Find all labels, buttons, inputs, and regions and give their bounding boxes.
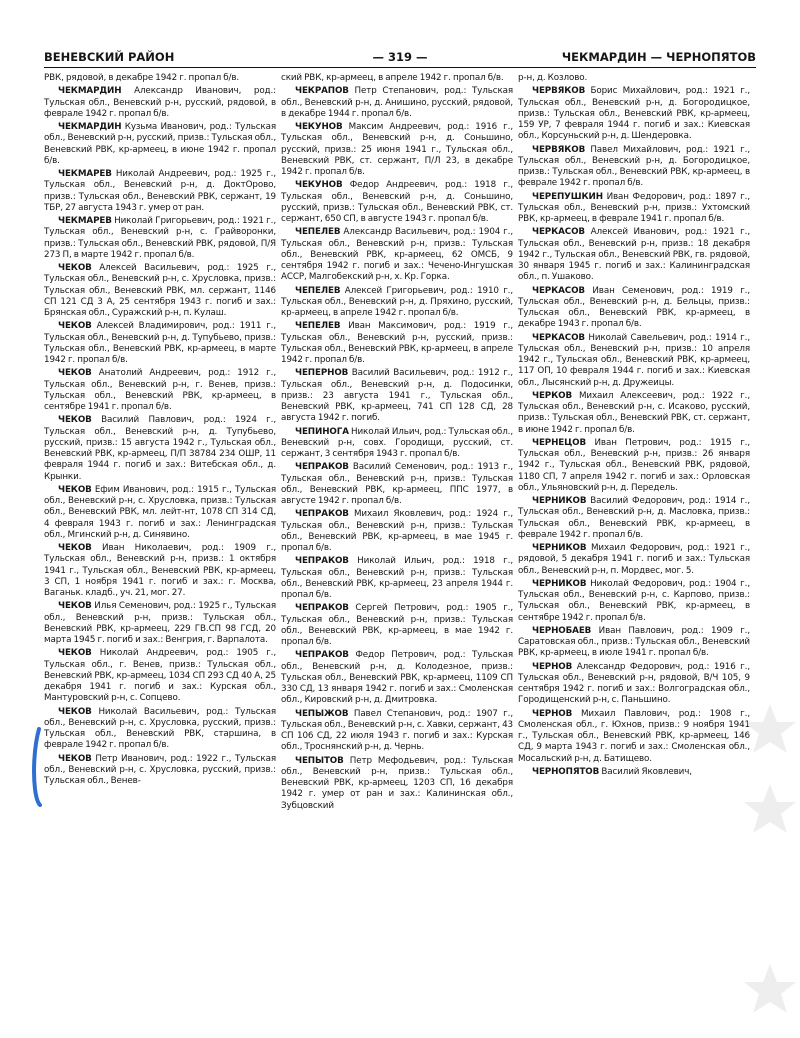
- surname: ЧЕРКОВ: [532, 390, 573, 401]
- entry-details: Иван Максимович, род.: 1919 г., Тульская обл., Веневский р-н, русский, призв.: Тульская обл., Веневский РВК, кр-армеец, в апреле 1942 г. пропал б/в.: [281, 321, 513, 365]
- entry-details: Николай Андреевич, род.: 1925 г., Тульская обл., Веневский р-н, д. ДоктОрово, призв.: Тульская обл., Веневский РВК, сержант, 19 ТБР, 27 августа 1943 г. умер от ран.: [44, 169, 276, 213]
- entry-details: Иван Семенович, род.: 1919 г., Тульская обл., Веневский р-н, д. Бельцы, призв.: Тульская обл., Веневский РВК, кр-армеец, в декабре 1943 г. пропал б/в.: [518, 285, 750, 330]
- surname: ЧЕПЕЛЕВ: [295, 227, 341, 238]
- register-entry: [281, 286, 513, 320]
- register-entry: [281, 650, 513, 706]
- register-entry: [281, 73, 513, 84]
- entry-details: Василий Семенович, род.: 1913 г., Тульская обл., Веневский р-н, призв.: Тульская обл., Веневский РВК, кр-армеец, ППС 1977, в августе 1942 г. пропал б/в.: [281, 462, 513, 506]
- register-entry: [281, 227, 513, 283]
- entry-details: Сергей Петрович, род.: 1905 г., Тульская обл., Веневский р-н, призв.: Тульская обл., Веневский РВК, кр-армеец, в мае 1942 г. пропал б/в.: [281, 603, 513, 647]
- name-range: ЧЕКМАРДИН — ЧЕРНОПЯТОВ: [561, 50, 756, 64]
- entry-details: Петр Иванович, род.: 1922 г., Тульская обл., Веневский р-н, с. Хрусловка, русский, призв.: Тульская обл., Венев-: [44, 753, 276, 786]
- register-entry: [44, 122, 276, 167]
- entry-details: Николай Васильевич, род.: Тульская обл., Веневский р-н, с. Хрусловка, русский, призв.: Тульская обл., Веневский РВК, старшина, в феврале 1942 г. пропал б/в.: [44, 706, 276, 751]
- register-entry: [518, 626, 750, 660]
- watermark-star: [740, 700, 800, 760]
- entry-details: Иван Петрович, род.: 1915 г., Тульская обл., Веневский р-н, призв.: 26 января 1942 г., Тульская обл., Веневский РВК, рядовой, 1180 СП, 7 апреля 1942 г. погиб и зах.: Орловская обл., Ульяновский р-н, д. Передель.: [518, 437, 750, 493]
- surname: ЧЕРНЕЦОВ: [532, 437, 587, 448]
- surname: ЧЕРНОПЯТОВ: [532, 766, 600, 777]
- surname: ЧЕКРАПОВ: [295, 86, 349, 97]
- watermark-star: [740, 960, 800, 1020]
- entry-details: Петр Мефодьевич, род.: Тульская обл., Веневский р-н, призв.: Тульская обл., Веневский РВК, кр-армеец, 1203 СП, 16 декабря 1942 г. умер от ран и зах.: Калининская обл., Зубцовский: [281, 755, 513, 811]
- page-header: [44, 50, 756, 68]
- register-entry: [518, 662, 750, 707]
- register-entry: [44, 415, 276, 483]
- surname: ЧЕПЫТОВ: [295, 755, 344, 766]
- surname: ЧЕПРАКОВ: [295, 556, 349, 567]
- register-entry: [44, 216, 276, 261]
- entry-details: Николай Андреевич, род.: 1905 г., Тульская обл., г. Венев, призв.: Тульская обл., Веневский РВК, кр-армеец, 1034 СП 293 СД 40 А, 25 декабря 1941 г. погиб и зах.: Курская обл., Мантуровский р-н, с. Сопцево.: [44, 648, 276, 704]
- entry-details: Михаил Яковлевич, род.: 1924 г., Тульская обл., Веневский р-н, призв.: Тульская обл., Веневский РВК, кр-армеец, в мае 1945 г. пропал б/в.: [281, 509, 513, 553]
- entry-details: Михаил Павлович, род.: 1908 г., Смоленская обл., г. Юхнов, призв.: 9 ноября 1941 г., Тульская обл., Веневский РВК, кр-армеец, 146 СД, 9 марта 1943 г. погиб и зах.: Смоленская обл., Мосальский р-н, д. Батищево.: [518, 708, 750, 764]
- entry-details: Алексей Владимирович, род.: 1911 г., Тульская обл., Веневский р-н, д. Тупубьево, призв.: Тульская обл., Веневский РВК, кр-армеец, в марте 1942 г. пропал б/в.: [44, 321, 276, 365]
- surname: ЧЕРНИКОВ: [532, 543, 587, 553]
- entry-details: Алексей Григорьевич, род.: 1910 г., Тульская обл., Веневский р-н, д. Пряхино, русский, кр-армеец, в апреле 1942 г. пропал б/в.: [281, 285, 513, 318]
- surname: ЧЕКОВ: [58, 648, 92, 659]
- entry-details: Александр Федорович, род.: 1916 г., Тульская обл., Веневский р-н, рядовой, В/Ч 105, 9 сентября 1942 г. погиб и зах.: Волгоградская обл., Городищенский р-н, с. Паньшино.: [518, 661, 750, 706]
- surname: ЧЕКОВ: [58, 415, 92, 426]
- register-entry: [281, 122, 513, 178]
- register-entry: [518, 579, 750, 624]
- surname: ЧЕКОВ: [58, 543, 92, 553]
- entry-details: Ефим Иванович, род.: 1915 г., Тульская обл., Веневский р-н, с. Хрусловка, призв.: Тульская обл., Веневский РВК, мл. лейт-нт, 1078 СП 314 СД, 4 февраля 1943 г. погиб и зах.: Ленинградская обл., Мгинский р-н, д. Синявино.: [44, 484, 276, 540]
- entry-details: Николай Григорьевич, род.: 1921 г., Тульская обл., Веневский р-н, с. Грайворонки, призв.: Тульская обл., Веневский РВК, рядовой, П/Я 273 П, в марте 1942 г. пропал б/в.: [44, 216, 276, 260]
- surname: ЧЕРНОВ: [532, 661, 573, 672]
- register-entry: [44, 648, 276, 704]
- register-entry: [44, 263, 276, 319]
- surname: ЧЕКОВ: [58, 706, 92, 717]
- surname: ЧЕРВЯКОВ: [532, 86, 586, 97]
- surname: ЧЕРНОВ: [532, 708, 573, 719]
- entry-details: Василий Федорович, род.: 1914 г., Тульская обл., Веневский р-н, д. Масловка, призв.: Тульская обл., Веневский РВК, кр-армеец, в феврале 1942 г. пропал б/в.: [518, 496, 750, 540]
- register-entry: [44, 601, 276, 646]
- text-columns: [44, 73, 756, 1031]
- entry-details: Павел Степанович, род.: 1907 г., Тульская обл., Веневский р-н, с. Хавки, сержант, 43 СП 106 СД, 22 июля 1943 г. погиб и зах.: Курская обл., Троснянский р-н, д. Чернь.: [281, 708, 513, 753]
- region-title: ВЕНЕВСКИЙ РАЙОН: [44, 50, 175, 64]
- register-entry: [281, 321, 513, 366]
- register-entry: [518, 438, 750, 494]
- register-entry: [44, 543, 276, 599]
- entry-details: Николай Федорович, род.: 1904 г., Тульская обл., Веневский р-н, с. Карпово, призв.: Тульская обл., Веневский РВК, кр-армеец, в сентябре 1942 г. пропал б/в.: [518, 578, 750, 623]
- register-entry: [518, 286, 750, 331]
- entry-details: Василий Павлович, род.: 1924 г., Тульская обл., Веневский р-н, д. Тупубьево, русский, призв.: 15 августа 1942 г., Тульская обл., Веневский РВК, кр-армеец, П/П 38784 234 ОШР, 11 февраля 1944 г. погиб и зах.: Витебская обл., д. Крынки.: [44, 415, 276, 482]
- entry-details: Василий Васильевич, род.: 1912 г., Тульская обл., Веневский р-н, д. Подосинки, призв.: 23 августа 1941 г., Тульская обл., Веневский РВК, кр-армеец, 741 СП 128 СД, 28 августа 1942 г. погиб.: [281, 368, 513, 424]
- entry-details: Максим Андреевич, род.: 1916 г., Тульская обл., Веневский р-н, д. Соньшино, русский, призв.: 25 июня 1941 г., Тульская обл., Веневский РВК, ст. сержант, П/Л 23, в декабре 1942 г. пропал б/в.: [281, 122, 513, 177]
- surname: ЧЕКОВ: [58, 263, 92, 273]
- register-entry: [518, 543, 750, 577]
- register-entry: [518, 496, 750, 541]
- entry-details: Михаил Алексеевич, род.: 1922 г., Тульская обл., Веневский р-н, с. Исаково, русский, призв.: Тульская обл., Веневский РВК, ст. сержант, в июне 1942 г. пропал б/в.: [518, 390, 750, 435]
- entry-details: Иван Федорович, род.: 1897 г., Тульская обл., Веневский р-н, призв.: Ухтомский РВК, кр-армеец, в феврале 1941 г. пропал б/в.: [518, 191, 750, 224]
- register-entry: [518, 73, 750, 84]
- entry-details: Алексей Иванович, род.: 1921 г., Тульская обл., Веневский р-н, призв.: 18 декабря 1942 г., Тульская обл., Веневский РВК, гв. рядовой, 30 января 1945 г. погиб и зах.: Калининградская обл., п. Ушаково.: [518, 227, 750, 283]
- register-entry: [44, 86, 276, 120]
- surname: ЧЕРНОБАЕВ: [532, 625, 592, 636]
- entry-details: ский РВК, кр-армеец, в апреле 1942 г. пропал б/в.: [281, 73, 504, 83]
- blue-pen-mark: [30, 727, 42, 807]
- entry-details: Борис Михайлович, род.: 1921 г., Тульская обл., Веневский р-н, д. Богородицкое, призв.: Тульская обл., Веневский РВК, кр-армеец, 159 УР, 7 февраля 1944 г. погиб и зах.: Киевская обл., Корсуньский р-н, д. Шендеровка.: [518, 86, 750, 142]
- entry-details: РВК, рядовой, в декабре 1942 г. пропал б/в.: [44, 73, 240, 83]
- surname: ЧЕПРАКОВ: [295, 509, 349, 520]
- entry-details: Иван Николаевич, род.: 1909 г., Тульская обл., Веневский р-н, призв.: 1 октября 1941 г., Тульская обл., Веневский РВК, кр-армеец, 3 СП, 1 ноября 1941 г. погиб и зах.: г. Москва, Ваганьк. кладб., уч. 21, мог. 27.: [44, 543, 276, 598]
- surname: ЧЕКМАРЕВ: [58, 169, 112, 179]
- entry-details: Илья Семенович, род.: 1925 г., Тульская обл., Веневский р-н, призв.: Тульская обл., Веневский РВК, кр-армеец, 229 ГВ.СП 98 ГСД, 20 марта 1945 г. погиб и зах.: Венгрия, г. Варпалота.: [44, 601, 276, 645]
- surname: ЧЕПЕЛЕВ: [295, 321, 341, 332]
- entry-details: Федор Андреевич, род.: 1918 г., Тульская обл., Веневский р-н, д. Соньшино, русский, призв.: Тульская обл., Веневский РВК, ст. сержант, 650 СП, в августе 1943 г. пропал б/в.: [281, 180, 513, 224]
- entry-details: Николай Ильич, род.: Тульская обл., Веневский р-н, совх. Городищи, русский, ст. сержант, 3 сентября 1943 г. пропал б/в.: [281, 426, 513, 459]
- register-entry: [44, 169, 276, 214]
- entry-details: Павел Михайлович, род.: 1921 г., Тульская обл., Веневский р-н, д. Богородицкое, призв.: Тульская обл., Веневский РВК, кр-армеец, в феврале 1942 г. пропал б/в.: [518, 144, 750, 189]
- entry-details: Кузьма Иванович, род.: Тульская обл., Веневский р-н, русский, призв.: Тульская обл., Веневский РВК, кр-армеец, в июне 1942 г. пропал б/в.: [44, 122, 276, 166]
- register-entry: [518, 767, 750, 778]
- surname: ЧЕКУНОВ: [295, 180, 343, 191]
- register-entry: [281, 462, 513, 507]
- surname: ЧЕКОВ: [58, 321, 92, 332]
- register-entry: [44, 485, 276, 541]
- page-number: — 319 —: [372, 50, 428, 64]
- entry-details: Алексей Васильевич, род.: 1925 г., Тульская обл., Веневский р-н, с. Хрусловка, призв.: Тульская обл., Веневский РВК, мл. сержант, 1146 СП 121 СД 3 А, 25 сентября 1943 г. погиб и зах.: Брянская обл., Суражский р-н, п. Кулаш.: [44, 263, 276, 318]
- entry-details: Николай Ильич, род.: 1918 г., Тульская обл., Веневский р-н, призв.: Тульская обл., Веневский РВК, кр-армеец, 23 апреля 1944 г. пропал б/в.: [281, 556, 513, 600]
- surname: ЧЕКМАРДИН: [58, 86, 122, 97]
- entry-details: Петр Степанович, род.: Тульская обл., Веневский р-н, д. Анишино, русский, рядовой, в декабре 1944 г. пропал б/в.: [281, 86, 513, 119]
- surname: ЧЕРЕПУШКИН: [532, 191, 603, 202]
- register-entry: [281, 368, 513, 424]
- surname: ЧЕКОВ: [58, 484, 92, 495]
- register-entry: [518, 192, 750, 226]
- register-entry: [281, 180, 513, 225]
- header-rule: [44, 67, 756, 68]
- register-entry: [44, 754, 276, 788]
- surname: ЧЕРКАСОВ: [532, 285, 585, 296]
- surname: ЧЕКОВ: [58, 601, 92, 612]
- entry-details: Александр Васильевич, род.: 1904 г., Тульская обл., Веневский р-н, призв.: Тульская обл., Веневский РВК, кр-армеец, 62 ОМСБ, 9 сентября 1942 г. погиб и зах.: Чечено-Ингушская АССР, Малгобекский р-н, х. Кр. Горка.: [281, 227, 513, 283]
- column-1: [44, 73, 276, 1031]
- register-entry: [281, 86, 513, 120]
- entry-details: Василий Яковлевич,: [601, 766, 692, 777]
- register-entry: [281, 509, 513, 554]
- surname: ЧЕРВЯКОВ: [532, 144, 586, 155]
- register-entry: [518, 227, 750, 283]
- register-entry: [518, 86, 750, 142]
- register-entry: [518, 333, 750, 389]
- surname: ЧЕПИНОГА: [295, 426, 349, 437]
- surname: ЧЕПРАКОВ: [295, 462, 349, 473]
- entry-details: Анатолий Андреевич, род.: 1912 г., Тульская обл., Веневский р-н, г. Венев, призв.: Тульская обл., Веневский РВК, кр-армеец, в сентябре 1941 г. пропал б/в.: [44, 368, 276, 412]
- surname: ЧЕПРАКОВ: [295, 650, 349, 661]
- surname: ЧЕПЕРНОВ: [295, 368, 349, 379]
- register-entry: [44, 368, 276, 413]
- entry-details: Александр Иванович, род.: Тульская обл., Веневский р-н, русский, рядовой, в феврале 1942 г. пропал б/в.: [44, 86, 276, 119]
- entry-details: Николай Савельевич, род.: 1914 г., Тульская обл., Веневский р-н, призв.: 10 апреля 1942 г., Тульская обл., Веневский РВК, кр-армеец, 117 ОП, 10 февраля 1944 г. погиб и зах.: Киевская обл., Лысянский р-н, д. Дружеицы.: [518, 332, 750, 388]
- register-entry: [518, 391, 750, 436]
- column-2: [281, 73, 513, 1031]
- surname: ЧЕПРАКОВ: [295, 603, 349, 614]
- entry-details: Федор Петрович, род.: Тульская обл., Веневский р-н, д. Колодезное, призв.: Тульская обл., Веневский РВК, кр-армеец, 1109 СП 330 СД, 13 января 1942 г. погиб и зах.: Смоленская обл., Кировский р-н, д. Дмитровка.: [281, 650, 513, 706]
- register-entry: [281, 709, 513, 754]
- surname: ЧЕПЫЖОВ: [295, 708, 349, 719]
- register-entry: [518, 709, 750, 765]
- register-entry: [44, 73, 276, 84]
- register-entry: [281, 603, 513, 648]
- surname: ЧЕРНИКОВ: [532, 496, 587, 506]
- entry-details: Михаил Федорович, род.: 1921 г., рядовой, 5 декабря 1941 г. погиб и зах.: Тульская обл., Веневский р-н, п. Мордвес, мог. 5.: [518, 543, 750, 576]
- watermark-star: [740, 780, 800, 840]
- surname: ЧЕКМАРДИН: [58, 122, 122, 132]
- surname: ЧЕКУНОВ: [295, 122, 343, 132]
- register-entry: [518, 145, 750, 190]
- surname: ЧЕПЕЛЕВ: [295, 285, 341, 296]
- surname: ЧЕКОВ: [58, 753, 92, 764]
- surname: ЧЕКМАРЕВ: [58, 216, 112, 226]
- entry-details: Иван Павлович, род.: 1909 г., Саратовская обл., призв.: Тульская обл., Веневский РВК, кр-армеец, в июле 1941 г. пропал б/в.: [518, 625, 750, 659]
- surname: ЧЕРНИКОВ: [532, 578, 587, 589]
- register-entry: [44, 321, 276, 366]
- register-entry: [281, 427, 513, 461]
- surname: ЧЕРКАСОВ: [532, 227, 585, 238]
- column-3: [518, 73, 750, 1031]
- entry-details: р-н, д. Козлово.: [518, 73, 588, 83]
- surname: ЧЕРКАСОВ: [532, 332, 585, 343]
- register-entry: [44, 707, 276, 752]
- register-entry: [281, 556, 513, 601]
- surname: ЧЕКОВ: [58, 368, 92, 379]
- register-entry: [281, 756, 513, 812]
